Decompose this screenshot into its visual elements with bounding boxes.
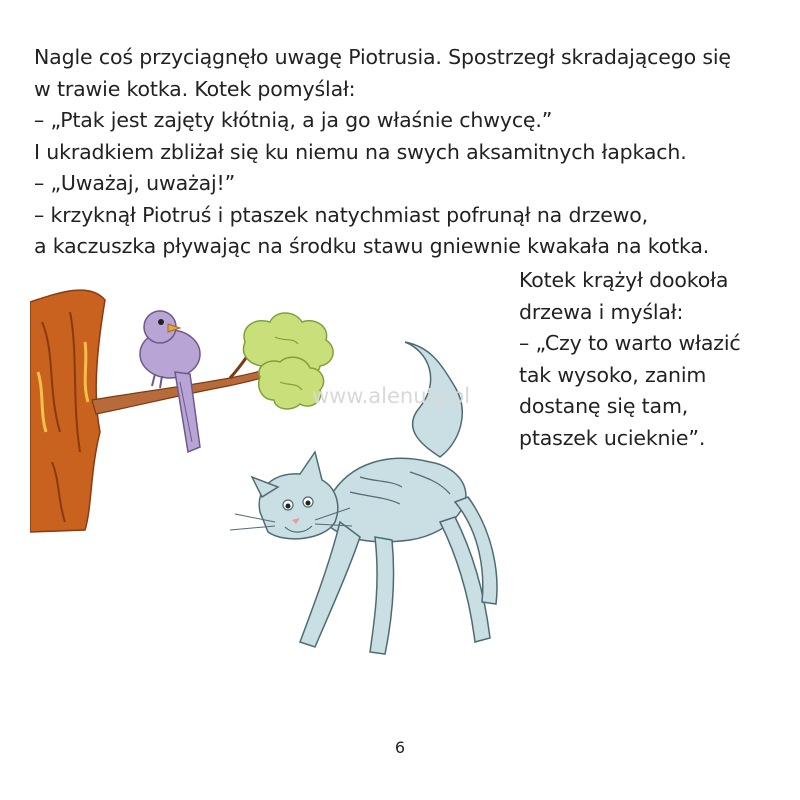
page-number: 6 <box>394 738 406 757</box>
text-line: a kaczuszka pływając na środku stawu gniewnie kwakała na kotka. <box>34 234 710 258</box>
text-line: Nagle coś przyciągnęło uwagę Piotrusia. Spostrzegł skradającego się <box>34 45 731 69</box>
text-line: – krzyknął Piotruś i ptaszek natychmiast pofrunął na drzewo, <box>34 202 649 227</box>
side-paragraph <box>519 265 789 454</box>
text-line: – „Uważaj, uważaj!” <box>34 171 236 195</box>
tree-trunk <box>30 290 105 532</box>
text-line: w trawie kotka. Kotek pomyślał: <box>34 76 356 101</box>
watermark: www.alenuty.pl <box>312 384 471 408</box>
text-line: ptaszek ucieknie”. <box>519 425 706 450</box>
text-line: drzewa i myślał: <box>519 299 684 324</box>
text-line: tak wysoko, zanim <box>519 362 707 387</box>
text-line: – „Czy to warto włazić <box>519 331 741 355</box>
illustration <box>30 282 520 702</box>
text-line: Kotek krążył dookoła <box>519 268 729 292</box>
text-line: dostanę się tam, <box>519 394 689 418</box>
story-paragraph <box>34 42 794 263</box>
text-line: I ukradkiem zbliżał się ku niemu na swych aksamitnych łapkach. <box>34 139 687 164</box>
text-line: – „Ptak jest zajęty kłótnią, a ja go właśnie chwycę.” <box>34 108 553 132</box>
bird <box>140 311 200 452</box>
